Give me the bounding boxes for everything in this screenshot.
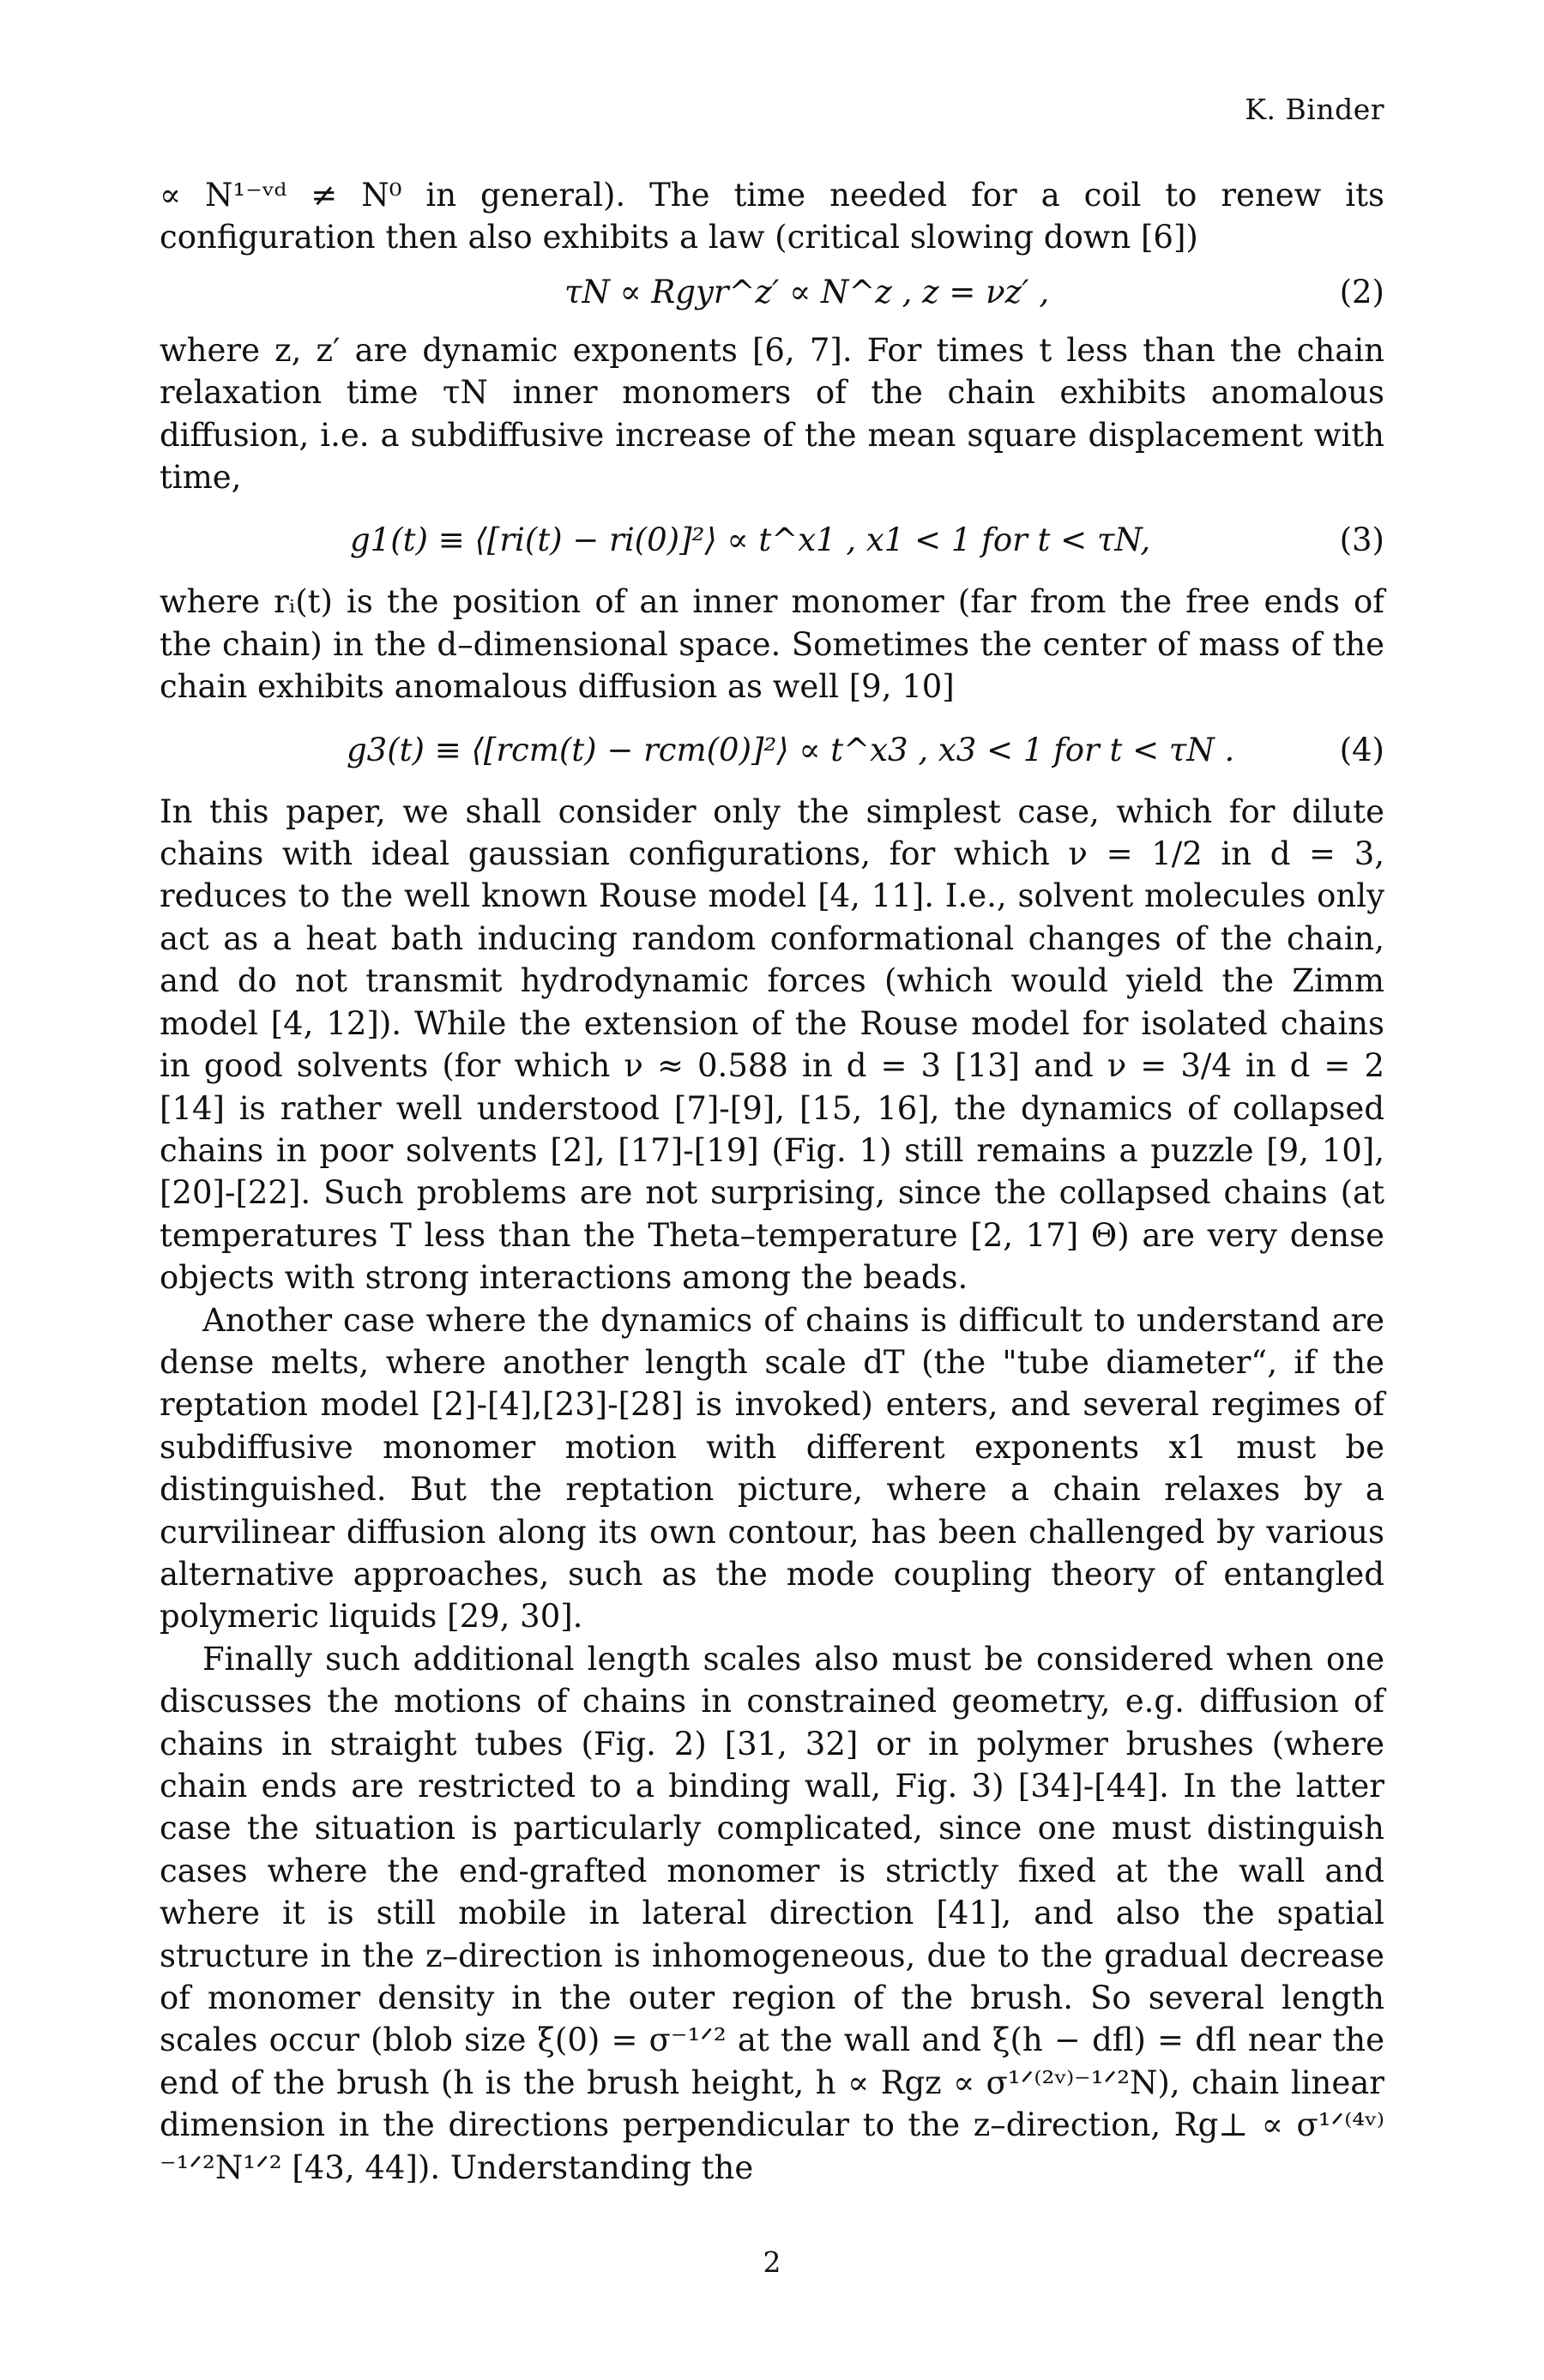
equation-2 (160, 259, 1384, 329)
paragraph-dense-melts: Another case where the dynamics of chains is difficult to understand are dense melts, where another length scale dT (the "tube diameter“, if the reptation model [2]-[4],[23]-[28] is invoked) enters, and several regimes of subdiffusive monomer motion with different exponents x1 must be distinguished. But the reptation picture, where a chain relaxes by a curvilinear diffusion along its own contour, has been challenged by various alternative approaches, such as the mode coupling theory of entangled polymeric liquids [29, 30]. (160, 1301, 1384, 1636)
paragraph-inner-monomer: where rᵢ(t) is the position of an inner monomer (far from the free ends of the chain) in the d–dimensional space. Sometimes the center of mass of the chain exhibits anomalous diffusion as well [9, 10] (160, 583, 1384, 706)
running-header-author: K. Binder (1245, 93, 1384, 126)
paragraph-rouse-model: In this paper, we shall consider only the simplest case, which for dilute chains with ideal gaussian configurations, for which ν = 1/2 in d = 3, reduces to the well known Rouse model [4, 11]. I.e., solvent molecules only act as a heat bath inducing random conformational changes of the chain, and do not transmit hydrodynamic forces (which would yield the Zimm model [4, 12]). While the extension of the Rouse model for isolated chains in good solvents (for which ν ≈ 0.588 in d = 3 [13] and ν = 3/4 in d = 2 [14] is rather well understood [7]-[9], [15, 16], the dynamics of collapsed chains in poor solvents [2], [17]-[19] (Fig. 1) still remains a puzzle [9, 10], [20]-[22]. Such problems are not surprising, since the collapsed chains (at temperatures T less than the Theta–temperature [2, 17] Θ) are very dense objects with strong interactions among the beads. (160, 792, 1384, 1297)
page-number: 2 (763, 2245, 781, 2279)
paragraph-constrained-geometry: Finally such additional length scales also must be considered when one discusses the motions of chains in constrained geometry, e.g. diffusion of chains in straight tubes (Fig. 2) [31, 32] or in polymer brushes (where chain ends are restricted to a binding wall, Fig. 3) [34]-[44]. In the latter case the situation is particularly complicated, since one must distinguish cases where the end-grafted monomer is strictly fixed at the wall and where it is still mobile in lateral direction [41], and also the spatial structure in the z–direction is inhomogeneous, due to the gradual decrease of monomer density in the outer region of the brush. So several length scales occur (blob size ξ(0) = σ⁻¹ᐟ² at the wall and ξ(h − dfl) = dfl near the end of the brush (h is the brush height, h ∝ Rgz ∝ σ¹ᐟ⁽²ᵛ⁾⁻¹ᐟ²N), chain linear dimension in the directions perpendicular to the z–direction, Rg⊥ ∝ σ¹ᐟ⁽⁴ᵛ⁾⁻¹ᐟ²N¹ᐟ² [43, 44]). Understanding the (160, 1640, 1384, 2186)
equation-4-body: g3(t) ≡ ⟨[rcm(t) − rcm(0)]²⟩ ∝ t^x3 , x3 < 1 for t < τN . (347, 731, 1235, 768)
equation-4 (160, 708, 1384, 791)
equation-3-body: g1(t) ≡ ⟨[ri(t) − ri(0)]²⟩ ∝ t^x1 , x1 < 1 for t < τN, (350, 521, 1151, 559)
equation-3-number: (3) (1339, 521, 1384, 559)
equation-4-number: (4) (1339, 731, 1384, 768)
paragraph-intro: ∝ N¹⁻ᵛᵈ ≠ N⁰ in general). The time needed for a coil to renew its configuration then also exhibits a law (critical slowing down [6]) (160, 177, 1384, 256)
paragraph-dynamic-exponents: where z, z′ are dynamic exponents [6, 7]. For times t less than the chain relaxation time τN inner monomers of the chain exhibits anomalous diffusion, i.e. a subdiffusive increase of the mean square displacement with time, (160, 331, 1384, 497)
equation-3 (160, 498, 1384, 581)
equation-2-number: (2) (1339, 273, 1384, 310)
body-text-top (160, 174, 1384, 2189)
equation-2-body: τN ∝ Rgyr^z′ ∝ N^z , z = νz′ , (564, 273, 1050, 310)
